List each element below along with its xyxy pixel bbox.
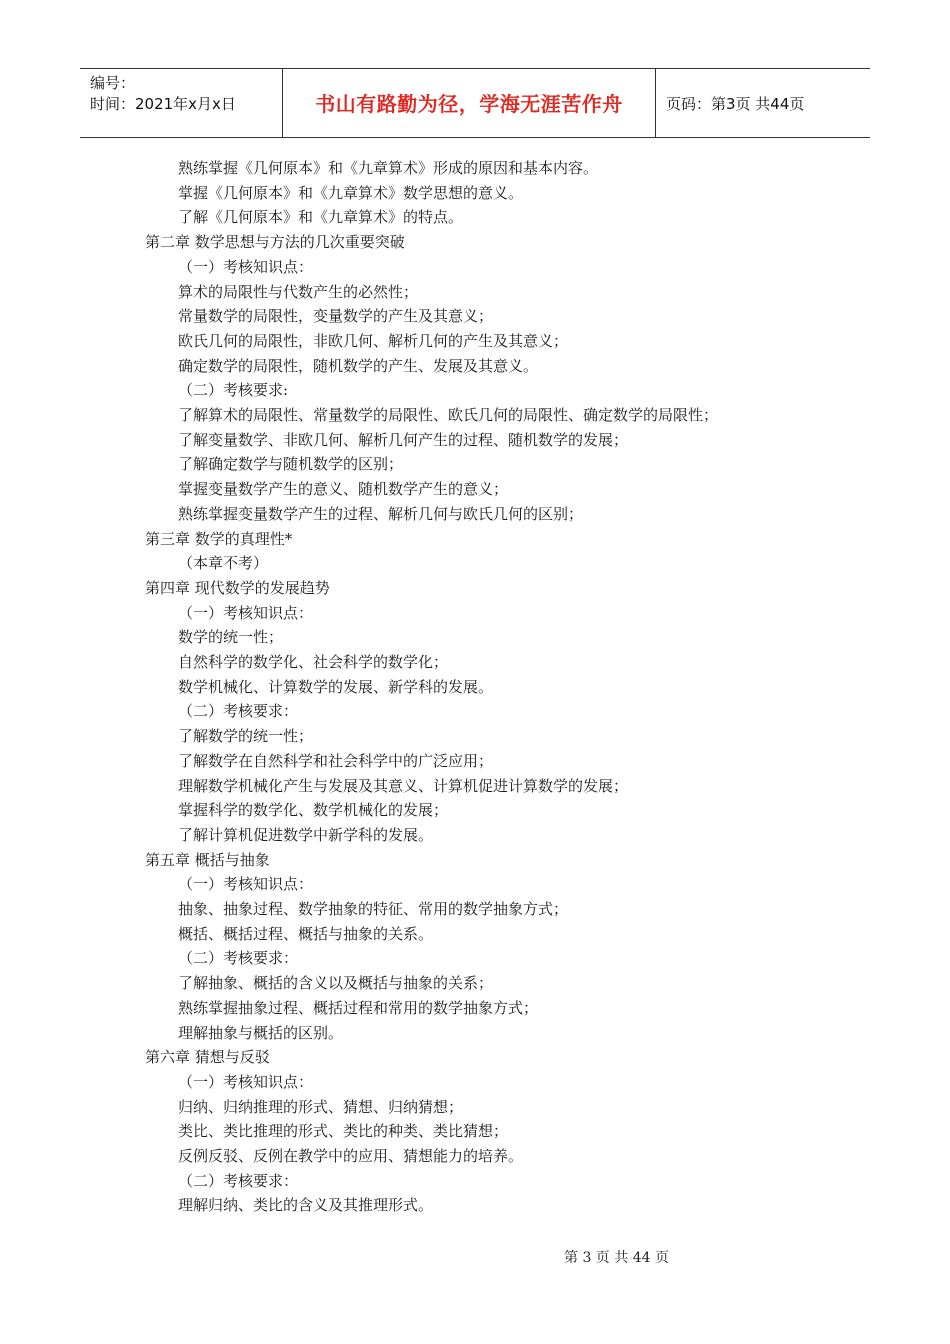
section-heading: （二）考核要求： [178,949,299,968]
body-line: 数学的统一性； [178,628,284,647]
chapter-heading: 第二章 数学思想与方法的几次重要突破 [145,233,405,252]
body-line: 数学机械化、计算数学的发展、新学科的发展。 [178,677,494,696]
body-line: 了解《几何原本》和《九章算术》的特点。 [178,208,464,227]
body-line: 类比、类比推理的形式、类比的种类、类比猜想； [178,1122,509,1141]
page-footer: 第 3 页 共 44 页 [564,1250,669,1266]
body-line: 掌握科学的数学化、数学机械化的发展； [178,801,449,820]
body-line: 理解数学机械化产生与发展及其意义、计算机促进计算数学的发展； [178,776,629,795]
body-line: 抽象、抽象过程、数学抽象的特征、常用的数学抽象方式； [178,900,569,918]
body-line: 熟练掌握抽象过程、概括过程和常用的数学抽象方式； [178,998,539,1017]
time-label: 时间：2021年x月x日 [90,95,236,113]
section-heading: （一）考核知识点： [178,257,314,276]
body-line: 概括、概括过程、概括与抽象的关系。 [178,924,434,943]
chapter-heading: 第六章 猜想与反驳 [145,1048,270,1067]
body-line: 反例反驳、反例在教学中的应用、猜想能力的培养。 [178,1147,524,1165]
header-page-code: 页码：第3页 共44页 [666,95,805,113]
body-line: 了解数学在自然科学和社会科学中的广泛应用； [178,751,494,770]
section-heading: （一）考核知识点： [178,875,314,894]
section-heading: （本章不考） [178,554,269,573]
body-line: 算术的局限性与代数产生的必然性； [178,282,419,301]
body-line: 熟练掌握《几何原本》和《九章算术》形成的原因和基本内容。 [178,159,599,177]
body-line: 了解数学的统一性； [178,727,314,746]
section-heading: （一）考核知识点： [178,603,314,622]
body-line: 确定数学的局限性，随机数学的产生、发展及其意义。 [178,356,539,375]
header-divider [655,69,656,137]
body-line: 理解归纳、类比的含义及其推理形式。 [178,1196,434,1215]
section-heading: （二）考核要求: [178,381,289,400]
chapter-heading: 第三章 数学的真理性* [145,529,293,548]
body-line: 了解计算机促进数学中新学科的发展。 [178,825,434,844]
chapter-heading: 第五章 概括与抽象 [145,850,270,869]
section-heading: （二）考核要求： [178,702,299,721]
body-line: 欧氏几何的局限性，非欧几何、解析几何的产生及其意义； [178,331,569,350]
body-line: 了解确定数学与随机数学的区别； [178,455,404,474]
body-line: 理解抽象与概括的区别。 [178,1023,344,1042]
body-line: 熟练掌握变量数学产生的过程、解析几何与欧氏几何的区别； [178,504,584,523]
body-line: 了解算术的局限性、常量数学的局限性、欧氏几何的局限性、确定数学的局限性； [178,406,719,424]
header-meta [90,73,236,115]
body-line: 常量数学的局限性，变量数学的产生及其意义； [178,307,494,326]
body-line: 掌握《几何原本》和《九章算术》数学思想的意义。 [178,183,524,202]
body-line: 了解抽象、概括的含义以及概括与抽象的关系； [178,974,494,993]
section-heading: （一）考核知识点： [178,1072,314,1091]
body-line: 归纳、归纳推理的形式、猜想、归纳猜想； [178,1097,464,1116]
header-motto: 书山有路勤为径，学海无涯苦作舟 [315,92,623,116]
serial-label: 编号： [90,74,136,92]
document-header [80,68,870,138]
body-line: 了解变量数学、非欧几何、解析几何产生的过程、随机数学的发展； [178,430,629,449]
body-line: 自然科学的数学化、社会科学的数学化； [178,653,449,671]
chapter-heading: 第四章 现代数学的发展趋势 [145,578,330,597]
section-heading: （二）考核要求： [178,1171,299,1190]
body-line: 掌握变量数学产生的意义、随机数学产生的意义； [178,480,509,499]
